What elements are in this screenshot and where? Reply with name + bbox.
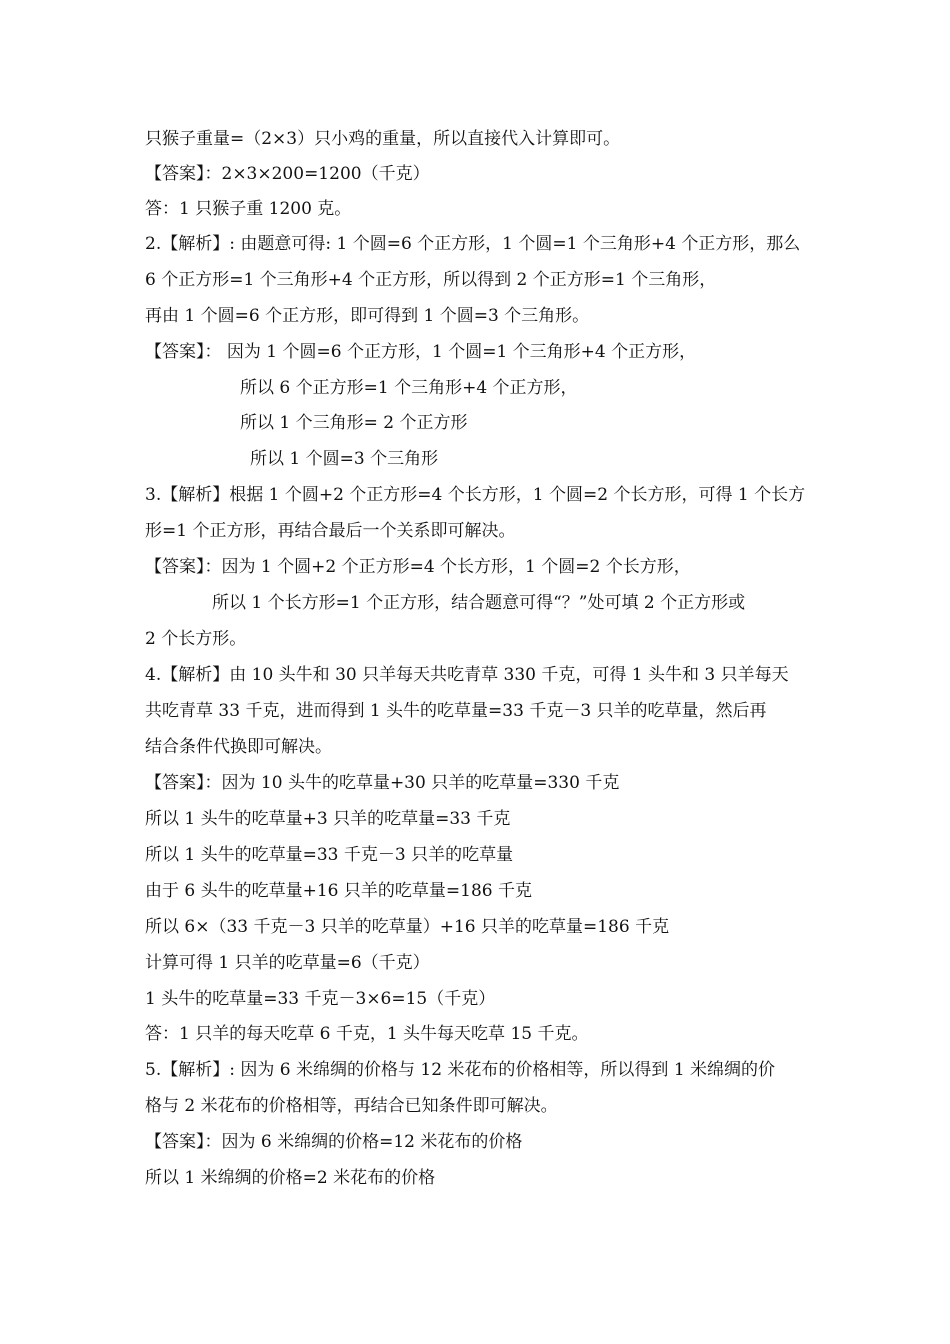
- text-line: 答：1 只猴子重 1200 克。: [145, 199, 352, 219]
- text-line: 2 个长方形。: [145, 629, 247, 649]
- text-line: 共吃青草 33 千克，进而得到 1 头牛的吃草量=33 千克－3 只羊的吃草量，然后再: [145, 701, 767, 721]
- text-line: 所以 1 个圆=3 个三角形: [250, 449, 439, 469]
- text-line: 由于 6 头牛的吃草量+16 只羊的吃草量=186 千克: [145, 881, 532, 901]
- text-line: 计算可得 1 只羊的吃草量=6（千克）: [145, 953, 430, 973]
- text-line: 所以 1 米绵绸的价格=2 米花布的价格: [145, 1168, 436, 1188]
- text-line: 所以 1 头牛的吃草量=33 千克－3 只羊的吃草量: [145, 845, 514, 865]
- text-line: 格与 2 米花布的价格相等，再结合已知条件即可解决。: [145, 1096, 558, 1116]
- text-line: 【答案】：因为 1 个圆+2 个正方形=4 个长方形，1 个圆=2 个长方形，: [145, 557, 691, 577]
- text-line: 【答案】：因为 6 米绵绸的价格=12 米花布的价格: [145, 1132, 523, 1152]
- text-line: 所以 6 个正方形=1 个三角形+4 个正方形，: [240, 378, 578, 398]
- text-line: 形=1 个正方形，再结合最后一个关系即可解决。: [145, 521, 516, 541]
- text-line: 答：1 只羊的每天吃草 6 千克，1 头牛每天吃草 15 千克。: [145, 1024, 589, 1044]
- text-line: 所以 1 头牛的吃草量+3 只羊的吃草量=33 千克: [145, 809, 511, 829]
- text-line: 【答案】：因为 10 头牛的吃草量+30 只羊的吃草量=330 千克: [145, 773, 620, 793]
- text-line: 所以 1 个长方形=1 个正方形，结合题意可得“？”处可填 2 个正方形或: [212, 593, 746, 613]
- text-line: 所以 6×（33 千克－3 只羊的吃草量）+16 只羊的吃草量=186 千克: [145, 917, 670, 937]
- text-line: 结合条件代换即可解决。: [145, 737, 332, 757]
- text-line: 只猴子重量=（2×3）只小鸡的重量，所以直接代入计算即可。: [145, 129, 621, 149]
- text-line: 6 个正方形=1 个三角形+4 个正方形，所以得到 2 个正方形=1 个三角形，: [145, 270, 717, 290]
- text-line: 2.【解析】: 由题意可得: 1 个圆=6 个正方形，1 个圆=1 个三角形+4 个正方形，那么: [145, 234, 801, 254]
- text-line: 【答案】：2×3×200=1200（千克）: [145, 164, 430, 184]
- text-line: 3.【解析】根据 1 个圆+2 个正方形=4 个长方形，1 个圆=2 个长方形，可得 1 个长方: [145, 485, 806, 505]
- text-line: 所以 1 个三角形= 2 个正方形: [240, 413, 468, 433]
- text-line: 再由 1 个圆=6 个正方形，即可得到 1 个圆=3 个三角形。: [145, 306, 590, 326]
- text-line: 【答案】： 因为 1 个圆=6 个正方形，1 个圆=1 个三角形+4 个正方形，: [145, 342, 697, 362]
- text-line: 5.【解析】: 因为 6 米绵绸的价格与 12 米花布的价格相等，所以得到 1 米绵绸的价: [145, 1060, 776, 1080]
- text-line: 4.【解析】由 10 头牛和 30 只羊每天共吃青草 330 千克，可得 1 头牛和 3 只羊每天: [145, 665, 789, 685]
- text-line: 1 头牛的吃草量=33 千克－3×6=15（千克）: [145, 989, 496, 1009]
